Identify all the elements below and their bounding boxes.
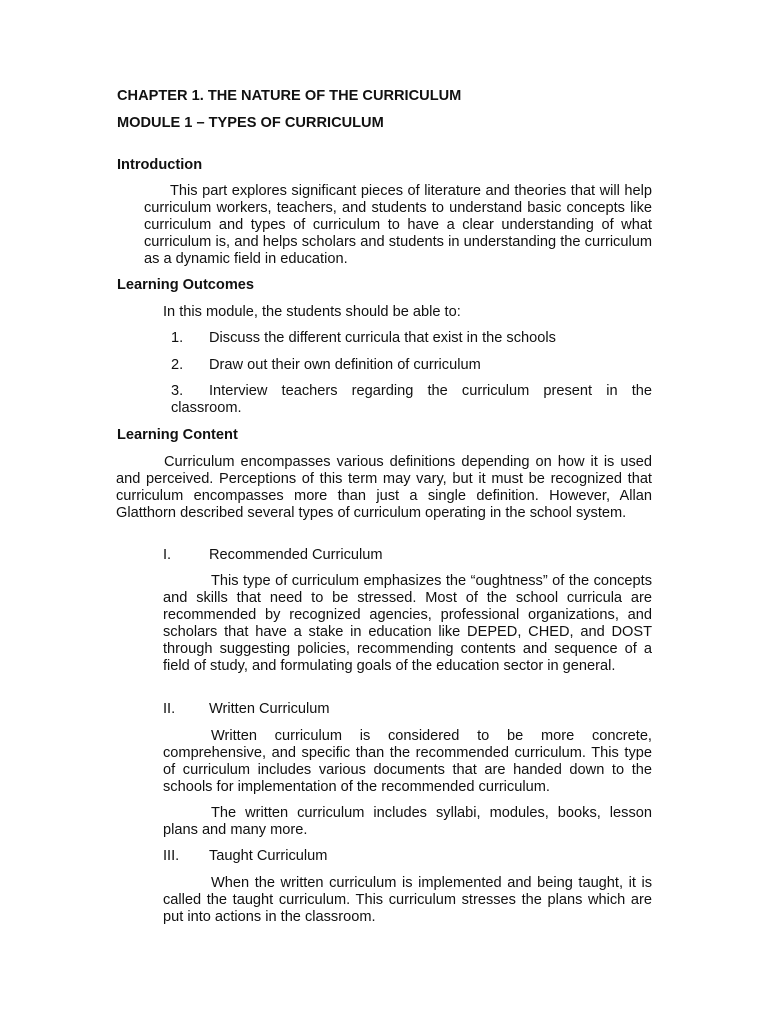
outcome-item [171, 357, 481, 374]
learning-outcomes-lead: In this module, the students should be able to: [163, 304, 461, 320]
learning-content-intro: Curriculum encompasses various definitions depending on how it is used and perceived. Perceptions of this term may vary, but it must be recognized that curriculum encompasses more than just a single definition. However, Allan Glatthorn described several types of curriculum operating in the school system. [116, 454, 652, 521]
outcome-number: 3. [171, 383, 184, 399]
curriculum-type-name: Taught Curriculum [209, 848, 328, 864]
curriculum-type-numeral: III. [163, 848, 180, 864]
curriculum-type-numeral: I. [163, 547, 172, 563]
outcome-text: Interview teachers regarding the curriculum present in the classroom. [171, 383, 652, 416]
curriculum-type-heading [163, 848, 327, 865]
introduction-heading: Introduction [117, 157, 203, 173]
written-curriculum-paragraph: The written curriculum includes syllabi, modules, books, lesson plans and many more. [163, 805, 652, 838]
outcome-text: Discuss the different curricula that exist in the schools [209, 330, 556, 346]
curriculum-type-numeral: II. [163, 701, 176, 717]
chapter-title: CHAPTER 1. THE NATURE OF THE CURRICULUM [117, 88, 462, 104]
outcome-text: Draw out their own definition of curriculum [209, 357, 481, 373]
curriculum-type-heading [163, 701, 330, 718]
written-curriculum-paragraph: Written curriculum is considered to be more concrete, comprehensive, and specific than the recommended curriculum. This type of curriculum includes various documents that are handed down to the schools for implementation of the recommended curriculum. [163, 728, 652, 795]
taught-curriculum-paragraph: When the written curriculum is implemented and being taught, it is called the taught curriculum. This curriculum stresses the plans which are put into actions in the classroom. [163, 875, 652, 925]
introduction-paragraph: This part explores significant pieces of literature and theories that will help curriculum workers, teachers, and students to understand basic concepts like curriculum and types of curriculum to have a clear understanding of what curriculum is, and helps scholars and students in understanding the curriculum as a dynamic field in education. [144, 183, 652, 267]
outcome-number: 1. [171, 330, 184, 346]
curriculum-type-name: Written Curriculum [209, 701, 330, 717]
curriculum-type-name: Recommended Curriculum [209, 547, 383, 563]
outcome-item [171, 383, 652, 417]
outcome-number: 2. [171, 357, 184, 373]
module-title: MODULE 1 – TYPES OF CURRICULUM [117, 115, 384, 131]
learning-outcomes-heading: Learning Outcomes [117, 277, 255, 293]
outcome-item [171, 330, 556, 347]
recommended-curriculum-paragraph: This type of curriculum emphasizes the “oughtness” of the concepts and skills that need to be stressed. Most of the school curricula are recommended by recognized agencies, professional organizations, and scholars that have a stake in education like DEPED, CHED, and DOST through suggesting policies, recommending contents and sequence of a field of study, and formulating goals of the education sector in general. [163, 573, 652, 674]
curriculum-type-heading [163, 547, 383, 564]
learning-content-heading: Learning Content [117, 427, 238, 443]
